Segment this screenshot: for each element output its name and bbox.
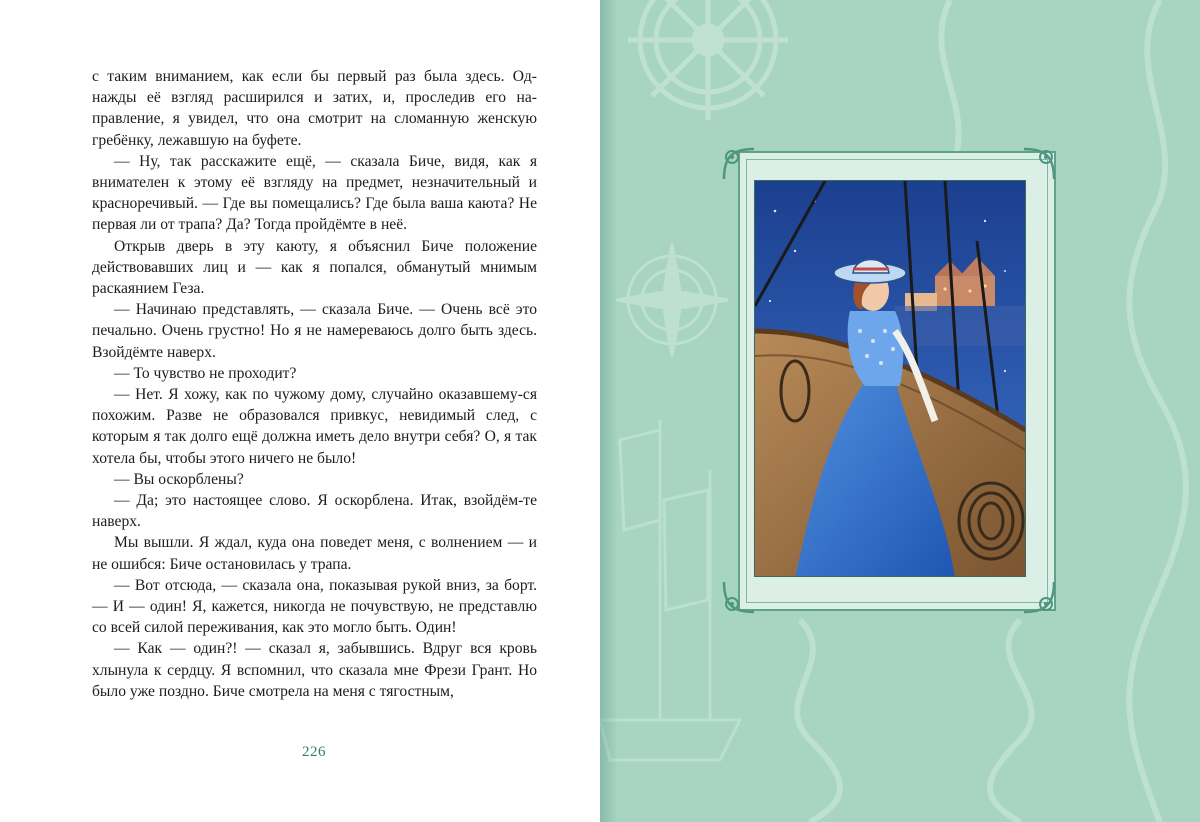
paragraph-1: с таким вниманием, как если бы первый раз была здесь. Од-нажды её взгляд расширился и затих, и, проследив его на-правление, я увидел, что она смотрит на сломанную женскую гребёнку, лежавшую на буфете. — [92, 68, 537, 149]
illustration — [754, 180, 1026, 577]
paragraph-2: — Ну, так расскажите ещё, — сказала Биче, видя, как я внимателен к этому её взгляду на предмет, незначительный и красноречивый. — Где вы помещались? Где была ваша каюта? Не первая ли от трапа? Да? Тогда пройдёмте в неё. — [92, 152, 537, 234]
book-gutter-shadow — [600, 0, 618, 822]
paragraph-7: — Вы оскорблены? — [114, 470, 244, 488]
ship-wheel-icon — [628, 0, 788, 120]
compass-rose-icon — [616, 244, 728, 356]
text-block — [92, 66, 537, 702]
woman-in-blue-dress-on-ship-deck-icon — [755, 181, 1026, 577]
corner-ornament-icon — [718, 576, 760, 618]
page-number: 226 — [302, 744, 326, 760]
corner-ornament-icon — [718, 143, 760, 185]
paragraph-11: — Как — один?! — сказал я, забывшись. Вдруг вся кровь хлынула к сердцу. Я вспомнил, что сказала мне Фрези Грант. Но было уже поздно. Биче смотрела на меня с тягостным, — [92, 640, 537, 700]
paragraph-6: — Нет. Я хожу, как по чужому дому, случайно оказавшему-ся похожим. Разве не образовался привкус, невидимый след, с которым я так долго ещё должна иметь дело внутри себя? О, я так хотела бы, чтобы этого ничего не было! — [92, 386, 537, 467]
paragraph-10: — Вот отсюда, — сказала она, показывая рукой вниз, за борт. — И — один! Я, кажется, никогда не почувствую, не представлю со всей силой переживания, как это могло быть. Один! — [92, 576, 537, 637]
right-page — [600, 0, 1200, 822]
paragraph-9: Мы вышли. Я ждал, куда она поведет меня, с волнением — и не ошибся: Биче остановилась у трапа. — [92, 534, 537, 573]
corner-ornament-icon — [1018, 576, 1060, 618]
corner-ornament-icon — [1018, 143, 1060, 185]
paragraph-3: Открыв дверь в эту каюту, я объяснил Биче положение действовавших лиц и — как я попался, обманутый мнимым раскаянием Геза. — [92, 237, 537, 298]
paragraph-4: — Начинаю представлять, — сказала Биче. — Очень всё это печально. Очень грустно! Но я не намереваюсь долго быть здесь. Взойдёмте наверх. — [92, 301, 537, 361]
paragraph-8: — Да; это настоящее слово. Я оскорблена. Итак, взойдём-те наверх. — [92, 492, 537, 531]
paragraph-5: — То чувство не проходит? — [114, 364, 297, 382]
